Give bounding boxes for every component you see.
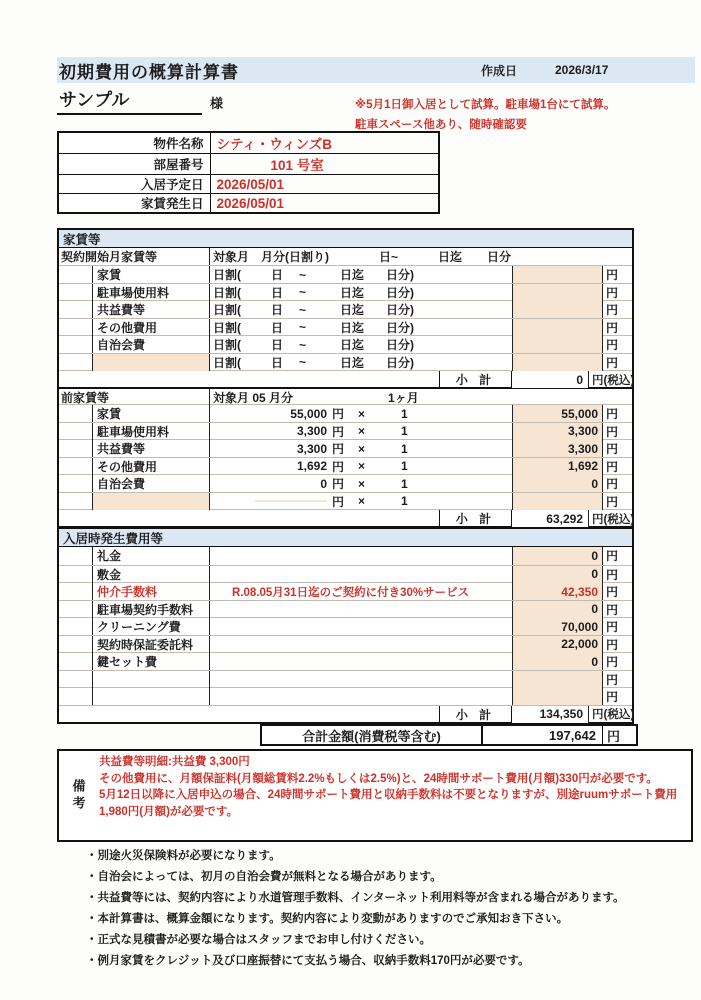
calc-cell: 1,692 円 × 1 [209, 458, 512, 475]
subtotal-value: 63,292 [512, 510, 588, 527]
amount-cell: 0 [512, 547, 602, 565]
grand-total-unit: 円 [602, 726, 640, 745]
col-prorate: 月分(日割り) [261, 250, 330, 264]
remarks-line: その他費用に、月額保証料(月額総賃料2.2%もしくは2.5%)と、24時間サポート費用(月額)330円が必要です。 [99, 772, 658, 785]
amount-cell [512, 671, 602, 688]
prepaid-header-row [59, 387, 632, 404]
row-label: その他費用 [92, 319, 209, 336]
amount-cell: 1,692 [512, 458, 602, 475]
remarks-line: 5月12日以降に入居申込の場合、24時間サポート費用と収納手数料は不要となりますが、別途ruumサポート費用1,980円(月額)が必要です。 [99, 789, 678, 818]
times-sign: × [358, 494, 366, 508]
subtotal-unit: 円(税込) [588, 510, 636, 527]
col-from: 日~ [379, 250, 399, 264]
multiplier: 1 [401, 476, 408, 491]
row-label: 家賃 [92, 266, 209, 283]
subtotal-label: 小 計 [439, 706, 512, 723]
amount-cell: 0 [512, 566, 602, 583]
movein-table [57, 527, 634, 724]
indent-cell [59, 618, 92, 635]
remarks-box [57, 749, 693, 842]
indent-cell [59, 566, 92, 583]
amount-cell: 22,000 [512, 636, 602, 653]
page-title: 初期費用の概算計算書 [59, 62, 239, 82]
row-label: 共益費等 [92, 301, 209, 318]
yen-unit: 円 [602, 458, 636, 475]
yen-unit: 円 [602, 319, 636, 336]
multiplier: 1 [401, 459, 408, 473]
row-label: 自治会費 [92, 336, 209, 353]
property-row [58, 194, 439, 214]
fee-row-blank [59, 670, 632, 688]
unit-amount: 1,692 [296, 459, 327, 473]
yen-unit: 円 [602, 618, 636, 635]
yen-unit: 円 [602, 301, 636, 318]
amount-cell [512, 336, 602, 353]
col-target-month: 対象月 [213, 250, 250, 264]
fee-row [59, 617, 632, 635]
row-label: 自治会費 [92, 475, 209, 492]
row-label: その他費用 [92, 458, 209, 475]
fee-row [59, 547, 632, 565]
subtotal-label: 小 計 [439, 371, 512, 388]
fee-note [209, 601, 512, 618]
footnotes [86, 850, 625, 976]
rent-section-title: 家賃等 [59, 230, 632, 248]
grand-total-value: 197,642 [481, 726, 602, 745]
unit-amount: 3,300 [296, 441, 327, 456]
yen-unit: 円 [602, 566, 636, 583]
unit-amount: 0 [320, 476, 327, 491]
property-label: 入居予定日 [58, 175, 210, 194]
indent-cell [59, 301, 92, 318]
indent-cell [59, 336, 92, 353]
prepaid-row [59, 404, 632, 422]
property-value: 101 号室 [210, 154, 439, 175]
indent-cell [59, 493, 92, 510]
title-band [57, 57, 695, 83]
prorated-row-blank [59, 353, 632, 371]
fee-row [59, 635, 632, 653]
fee-row [59, 600, 632, 618]
indent-cell [59, 475, 92, 492]
remarks-text [97, 751, 691, 840]
subtotal-unit: 円(税込) [588, 706, 636, 723]
multiplier: 1 [401, 406, 408, 421]
fee-note [209, 688, 512, 705]
property-label: 物件名称 [58, 132, 210, 154]
calc-cell: 55,000 円 × 1 [209, 405, 512, 422]
red-note-line-2: 駐車スペース他あり、随時確認要 [355, 119, 527, 131]
prorate-pattern: 日割( 日 ~ 日迄 日分) [209, 336, 512, 353]
indent-cell [59, 688, 92, 705]
multiplier: 1 [401, 494, 408, 508]
prorated-row [59, 300, 632, 318]
fee-note [209, 547, 512, 565]
created-date-label: 作成日 [480, 63, 517, 78]
yen-unit: 円 [602, 636, 636, 653]
row-label: 共益費等 [92, 440, 209, 457]
property-value: 2026/05/01 [210, 194, 439, 214]
created-date-value: 2026/3/17 [555, 63, 609, 77]
subtotal-label: 小 計 [439, 510, 512, 527]
unit-amount: 3,300 [296, 424, 327, 438]
amount-cell [512, 266, 602, 283]
times-sign: × [358, 459, 366, 473]
red-notes [355, 95, 615, 135]
yen-unit: 円 [602, 475, 636, 492]
calc-cell: 円 × 1 [209, 493, 512, 510]
amount-cell: 42,350 [512, 583, 602, 600]
prorate-pattern: 日割( 日 ~ 日迄 日分) [209, 319, 512, 336]
indent-cell [59, 583, 92, 600]
prorated-row [59, 318, 632, 336]
prorated-header-row [59, 248, 632, 265]
yen-unit: 円 [602, 440, 636, 457]
grand-total-label: 合計金額(消費税等含む) [302, 729, 441, 744]
multiplier: 1 [401, 441, 408, 456]
row-label: 駐車場使用料 [92, 423, 209, 440]
prepaid-header-label: 前家賃等 [61, 391, 110, 405]
amount-cell [512, 354, 602, 371]
subtotal-value: 134,350 [512, 706, 588, 723]
property-row [58, 154, 439, 175]
movein-section-title: 入居時発生費用等 [59, 529, 632, 547]
row-label: 礼金 [92, 547, 209, 565]
unit-amount [255, 500, 327, 502]
times-sign: × [358, 476, 366, 491]
fee-note [209, 653, 512, 670]
amount-cell [512, 319, 602, 336]
prepaid-subtotal-row [59, 509, 635, 526]
indent-cell [59, 319, 92, 336]
remarks-line: 共益費等明細:共益費 3,300円 [99, 756, 250, 768]
row-label [92, 688, 209, 705]
amount-cell: 3,300 [512, 423, 602, 440]
footnote-item: ・本計算書は、概算金額になります。契約内容により変動がありますのでご承知おき下さい。 [86, 913, 569, 925]
row-label: 仲介手数料 [92, 583, 209, 600]
prorate-pattern: 日割( 日 ~ 日迄 日分) [209, 301, 512, 318]
calc-cell: 3,300 円 × 1 [209, 423, 512, 440]
row-label: 駐車場契約手数料 [92, 601, 209, 618]
unit-amount: 55,000 [290, 406, 327, 421]
row-label [92, 493, 209, 510]
prorated-row [59, 283, 632, 301]
amount-cell: 0 [512, 475, 602, 492]
row-label: 契約時保証委託料 [92, 636, 209, 653]
property-table [57, 131, 440, 214]
yen-unit: 円 [602, 336, 636, 353]
yen-unit: 円 [602, 547, 636, 565]
yen-unit: 円 [602, 423, 636, 440]
prorated-row [59, 335, 632, 353]
footnote-item: ・別途火災保険料が必要になります。 [86, 850, 281, 862]
prorated-row [59, 265, 632, 283]
col-days: 日分 [487, 250, 512, 264]
property-row [58, 132, 439, 154]
row-label: 家賃 [92, 405, 209, 422]
footnote-item: ・正式な見積書が必要な場合はスタッフまでお申し付けください。 [86, 934, 431, 946]
indent-cell [59, 354, 92, 371]
yen-unit: 円 [602, 405, 636, 422]
calc-cell: 0 円 × 1 [209, 475, 512, 492]
customer-name: サンプル [57, 86, 202, 115]
prepaid-header-cols [209, 389, 636, 406]
footnote-item: ・自治会によっては、初月の自治会費が無料となる場合があります。 [86, 871, 442, 883]
prepaid-row [59, 457, 632, 475]
fee-note [209, 566, 512, 583]
fee-note [209, 671, 512, 688]
prepaid-row [59, 422, 632, 440]
prorate-pattern: 日割( 日 ~ 日迄 日分) [209, 354, 512, 371]
fee-row-blank [59, 687, 632, 705]
times-sign: × [358, 441, 366, 456]
movein-subtotal-row [59, 705, 635, 722]
fee-row [59, 565, 632, 583]
property-value: シティ・ウィンズB [210, 132, 439, 154]
prorated-subtotal-row [59, 370, 635, 387]
multiplier: 1 [401, 424, 408, 438]
amount-cell [512, 688, 602, 705]
fee-note [209, 618, 512, 635]
yen-unit: 円 [602, 284, 636, 301]
calc-cell: 3,300 円 × 1 [209, 440, 512, 457]
prepaid-row [59, 474, 632, 492]
amount-cell: 0 [512, 653, 602, 670]
yen-unit: 円 [602, 493, 636, 510]
prepaid-target-month: 対象月 05 月分 [213, 391, 294, 405]
amount-cell [512, 284, 602, 301]
red-note-line-1: ※5月1日御入居として試算。駐車場1台にて試算。 [355, 99, 616, 111]
property-value: 2026/05/01 [210, 175, 439, 194]
prepaid-months: 1ヶ月 [388, 391, 419, 405]
times-sign: × [358, 424, 366, 438]
amount-cell: 0 [512, 601, 602, 618]
indent-cell [59, 423, 92, 440]
subtotal-value: 0 [512, 371, 588, 388]
indent-cell [59, 405, 92, 422]
indent-cell [59, 636, 92, 653]
amount-cell: 55,000 [512, 405, 602, 422]
yen-unit: 円 [602, 688, 636, 705]
customer-row [57, 86, 223, 115]
grand-total-row [260, 724, 638, 746]
indent-cell [59, 601, 92, 618]
amount-cell [512, 301, 602, 318]
yen-unit: 円 [602, 653, 636, 670]
footnote-item: ・共益費等には、契約内容により水道管理手数料、インターネット利用料等が含まれる場合があります。 [86, 892, 625, 904]
times-sign: × [358, 406, 366, 421]
yen-unit: 円 [602, 671, 636, 688]
property-label: 家賃発生日 [58, 194, 210, 214]
yen-unit: 円 [602, 601, 636, 618]
indent-cell [59, 458, 92, 475]
prorate-pattern: 日割( 日 ~ 日迄 日分) [209, 284, 512, 301]
amount-cell: 70,000 [512, 618, 602, 635]
amount-cell: 3,300 [512, 440, 602, 457]
rent-table [57, 228, 634, 528]
indent-cell [59, 284, 92, 301]
prepaid-row [59, 439, 632, 457]
row-label [92, 354, 209, 371]
fee-note: R.08.05月31日迄のご契約に付き30%サービス [209, 583, 512, 600]
indent-cell [59, 671, 92, 688]
row-label [92, 671, 209, 688]
subtotal-unit: 円(税込) [588, 371, 636, 388]
indent-cell [59, 653, 92, 670]
yen-unit: 円 [602, 583, 636, 600]
prorate-pattern: 日割( 日 ~ 日迄 日分) [209, 266, 512, 283]
fee-note [209, 636, 512, 653]
fee-row [59, 652, 632, 670]
prorated-header-cols [209, 248, 636, 265]
remarks-label: 備考 [70, 778, 86, 813]
fee-row-brokerage [59, 582, 632, 600]
property-label: 部屋番号 [58, 154, 210, 175]
row-label: 敷金 [92, 566, 209, 583]
prorated-header-label: 契約開始月家賃等 [61, 250, 158, 264]
property-row [58, 175, 439, 194]
prepaid-row-blank [59, 492, 632, 510]
row-label: クリーニング費 [92, 618, 209, 635]
indent-cell [59, 266, 92, 283]
footnote-item: ・例月家賃をクレジット及び口座振替にて支払う場合、収納手数料170円が必要です。 [86, 955, 530, 967]
row-label: 駐車場使用料 [92, 284, 209, 301]
indent-cell [59, 547, 92, 565]
customer-honorific: 様 [210, 96, 224, 111]
yen-unit: 円 [602, 354, 636, 371]
row-label: 鍵セット費 [92, 653, 209, 670]
amount-cell [512, 493, 602, 510]
indent-cell [59, 440, 92, 457]
yen-unit: 円 [602, 266, 636, 283]
col-to: 日迄 [438, 250, 463, 264]
